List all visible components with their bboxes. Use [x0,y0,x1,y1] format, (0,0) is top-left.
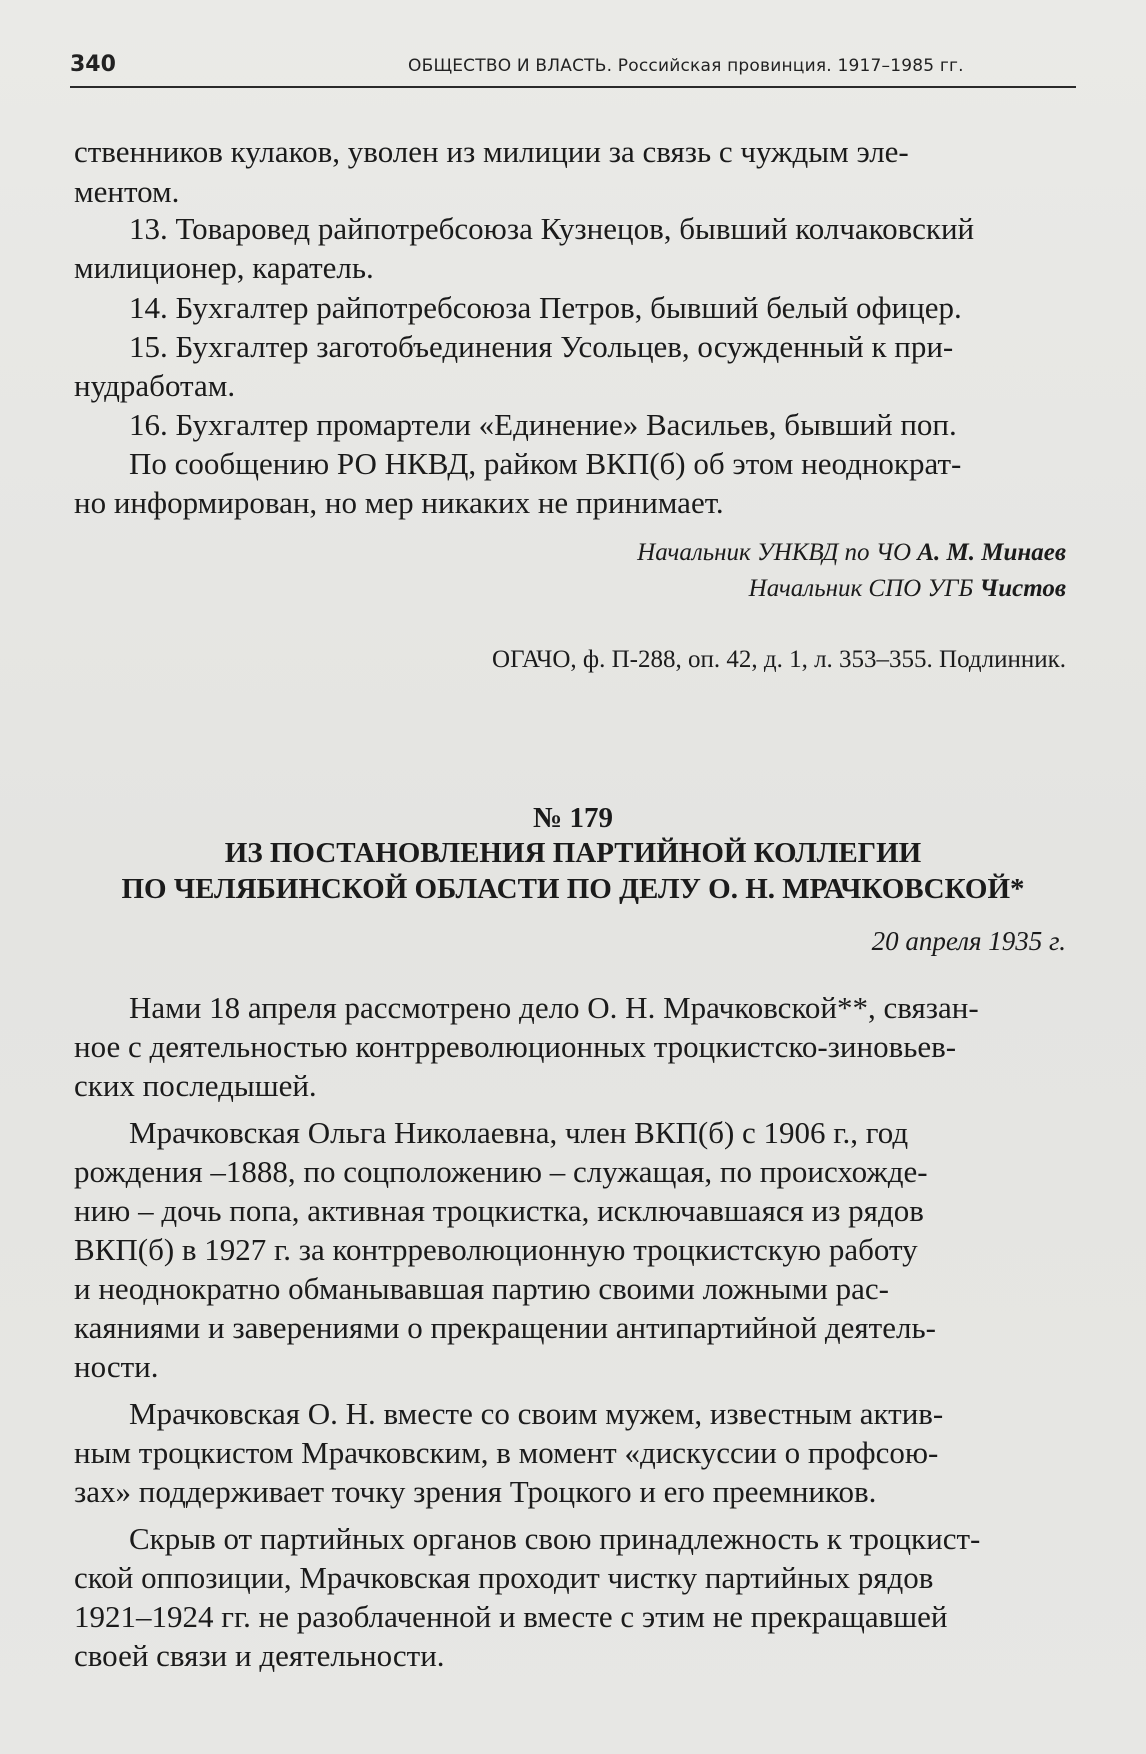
text-line: ской оппозиции, Мрачковская проходит чистку партийных рядов [74,1560,934,1595]
document-date: 20 апреля 1935 г. [871,926,1066,956]
text-line: рождения –1888, по соцположению – служащая, по происхожде- [74,1154,928,1189]
text-line: 16. Бухгалтер промартели «Единение» Васильев, бывший поп. [129,407,957,442]
document-title: ПО ЧЕЛЯБИНСКОЙ ОБЛАСТИ ПО ДЕЛУ О. Н. МРАЧКОВСКОЙ* [121,873,1025,905]
text-line: 13. Товаровед райпотребсоюза Кузнецов, бывший колчаковский [129,211,975,246]
text-line: Мрачковская О. Н. вместе со своим мужем, известным актив- [129,1396,944,1431]
running-title: ОБЩЕСТВО И ВЛАСТЬ. Российская провинция. 1917–1985 гг. [408,56,964,76]
signature-title: Начальник СПО УГБ [748,575,974,602]
page-number: 340 [70,52,116,77]
text-line: Нами 18 апреля рассмотрено дело О. Н. Мрачковской**, связан- [129,990,979,1025]
text-line: ментом. [74,174,180,209]
text-line: но информирован, но мер никаких не принимает. [74,485,724,520]
text-line: 14. Бухгалтер райпотребсоюза Петров, бывший белый офицер. [129,290,962,325]
text-line: своей связи и деятельности. [74,1638,445,1673]
text-line: нию – дочь попа, активная троцкистка, исключавшаяся из рядов [74,1193,924,1228]
text-line: зах» поддерживает точку зрения Троцкого и его преемников. [74,1474,877,1509]
text-line: 15. Бухгалтер заготобъединения Усольцев, осужденный к при- [129,329,954,364]
text-line: нудработам. [74,368,236,403]
archival-source: ОГАЧО, ф. П-288, оп. 42, д. 1, л. 353–355. Подлинник. [492,646,1066,673]
signature-line [637,534,1066,572]
signature-title: Начальник УНКВД по ЧО [637,539,912,566]
text-line: и неоднократно обманывавшая партию своими ложными рас- [74,1271,889,1306]
text-line: каяниями и заверениями о прекращении антипартийной деятель- [74,1310,936,1345]
text-line: милиционер, каратель. [74,250,374,285]
text-line: Мрачковская Ольга Николаевна, член ВКП(б) с 1906 г., год [129,1115,909,1150]
document-title: ИЗ ПОСТАНОВЛЕНИЯ ПАРТИЙНОЙ КОЛЛЕГИИ [224,837,922,869]
signature-name: А. М. Минаев [917,539,1066,566]
signature-line [749,570,1066,608]
text-line: ное с деятельностью контрреволюционных троцкистско-зиновьев- [74,1029,957,1064]
text-line: 1921–1924 гг. не разоблаченной и вместе с этим не прекращавшей [74,1599,948,1634]
text-line: ственников кулаков, уволен из милиции за связь с чуждым эле- [74,134,909,169]
text-line: ВКП(б) в 1927 г. за контрреволюционную троцкистскую работу [74,1232,918,1267]
signature-name: Чистов [979,575,1066,602]
text-line: ности. [74,1349,159,1384]
text-line: По сообщению РО НКВД, райком ВКП(б) об этом неоднократ- [129,446,962,481]
running-header [70,52,1076,88]
document-number: № 179 [533,802,613,834]
text-line: Скрыв от партийных органов свою принадлежность к троцкист- [129,1521,981,1556]
text-line: ным троцкистом Мрачковским, в момент «дискуссии о профсою- [74,1435,939,1470]
text-line: ских последышей. [74,1068,317,1103]
